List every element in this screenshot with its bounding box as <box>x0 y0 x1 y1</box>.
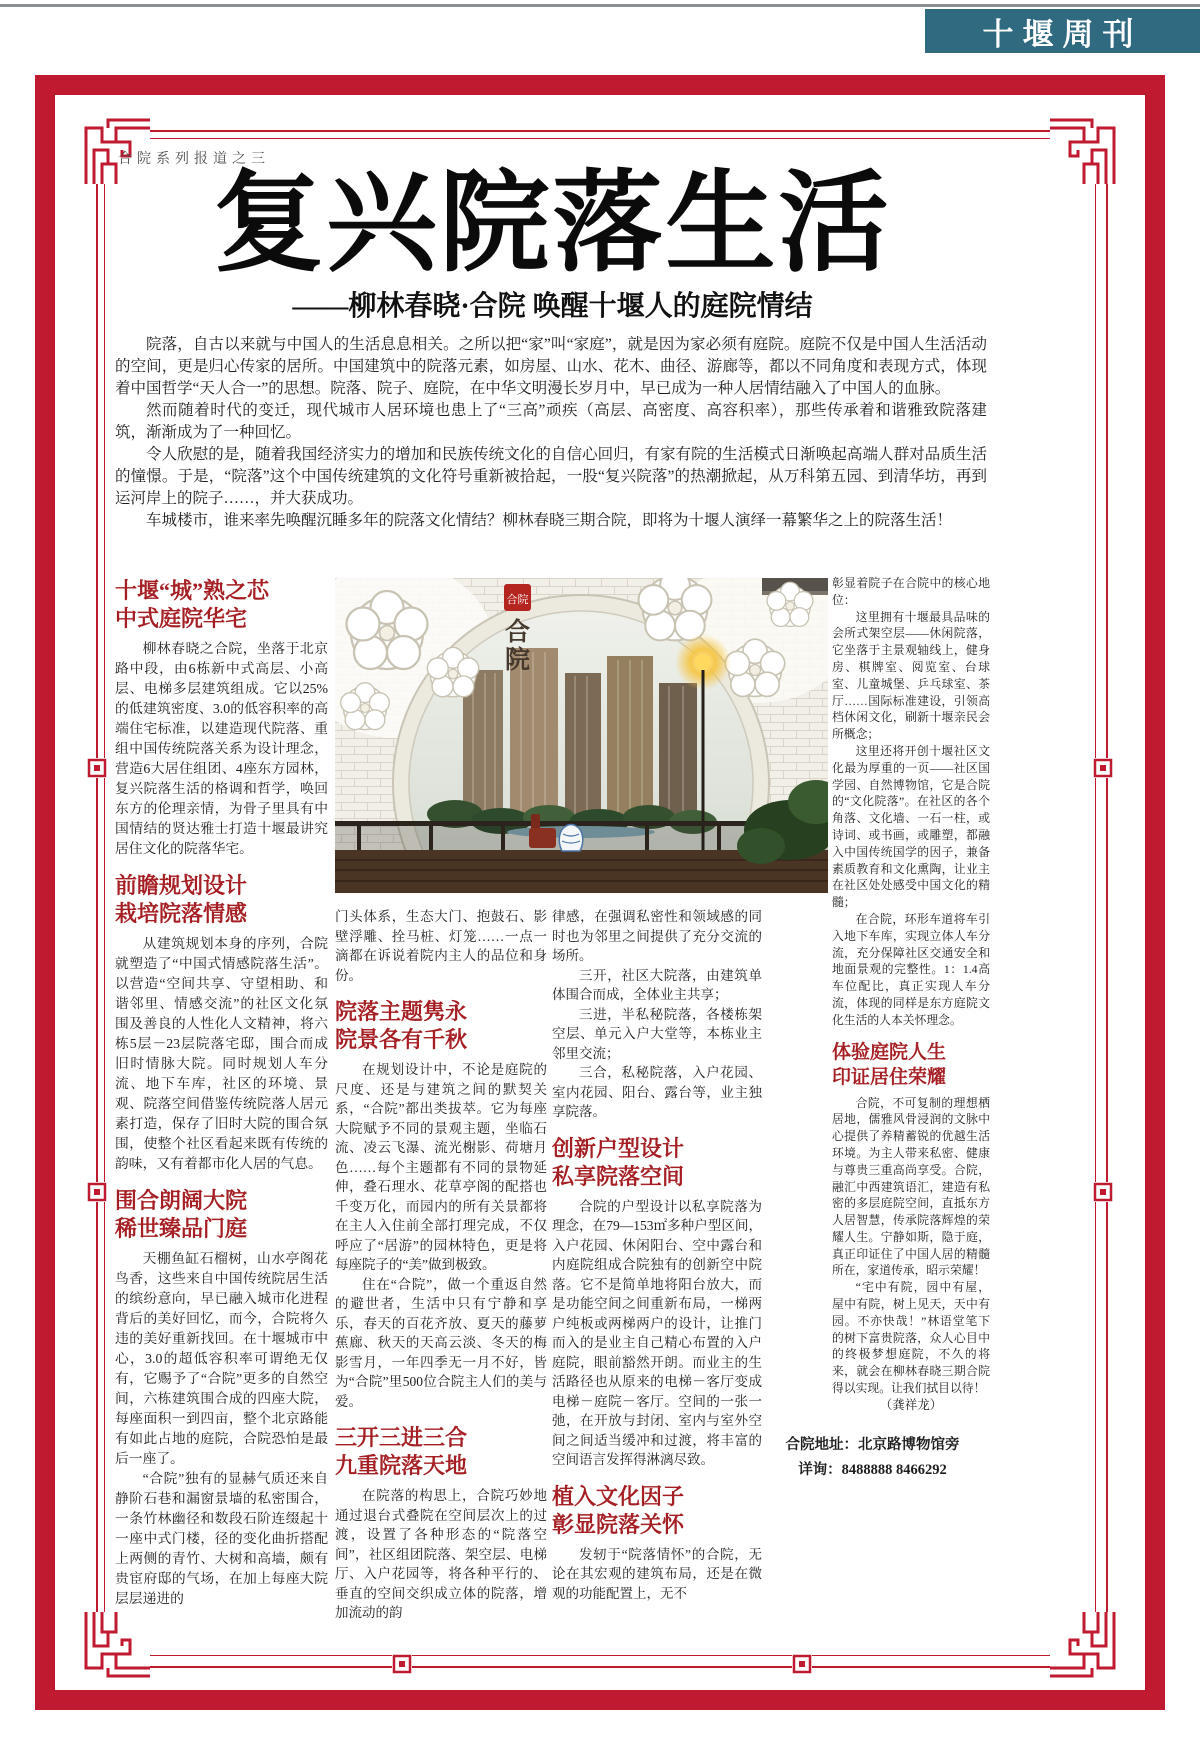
body-paragraph: 天棚鱼缸石榴树，山水亭阁花鸟香，这些来自中国传统院居生活的缤纷意向，早已融入城市化进程背后的美好回忆，而今，合院将久违的美好重新找回。在十堰城市中心，3.0的超低容积率可谓绝无仅有，它赐予了“合院”更多的自然空间，六栋建筑围合成的四座大院，每座面积一到四亩，整个北京路能有如此占地的庭院，合院恐怕是最后一座了。 <box>115 1251 328 1466</box>
section-heading: 体验庭院人生 印证居住荣耀 <box>832 1041 947 1088</box>
byline: （龚祥龙） <box>879 1397 943 1412</box>
intro-paragraph: 然而随着时代的变迁，现代城市人居环境也患上了“三高”顽疾（高层、高密度、高容积率），那些传承着和谐雅致院落建筑，渐渐成为了一种回忆。 <box>115 402 987 441</box>
article-body <box>115 575 990 1620</box>
body-paragraph: 住在“合院”，做一个重返自然的避世者，生活中只有宁静和享乐，春天的百花齐放、夏天的藤萝蕉廊、秋天的天高云淡、冬天的梅影雪月，一年四季无一月不好，皆为“合院”里500位合院主人们的美与爱。 <box>335 1276 547 1409</box>
section-heading: 三开三进三合 九重院落天地 <box>335 1425 468 1478</box>
meander-corner-icon <box>1050 1612 1122 1684</box>
body-paragraph: 三进，半私秘院落，各楼栋架空层、单元入户大堂等，本栋业主邻里交流； <box>552 1006 762 1061</box>
masthead-title: 十堰周刊 <box>982 16 1143 52</box>
body-paragraph: 律感，在强调私密性和领域感的同时也为邻里之间提供了充分交流的场所。 <box>552 909 762 963</box>
section-heading: 十堰“城”熟之芯 中式庭院华宅 <box>115 578 270 631</box>
contact-phone: 详询：8488888 8466292 <box>798 1462 947 1478</box>
top-rule <box>0 4 1200 7</box>
body-paragraph: 这里还将开创十堰社区文化最为厚重的一页——社区国学园、自然博物馆，它是合院的“文化院落”。在社区的各个角落、文化墙、一石一柱，或诗词、或书画，或雕塑，都融入中国传统国学的因子，兼备素质教育和文化熏陶，让业主在社区处处感受中国文化的精髓； <box>832 743 990 910</box>
body-paragraph: 在规划设计中，不论是庭院的尺度、还是与建筑之间的默契关系，“合院”都出类拔萃。它为每座大院赋予不同的景观主题，坐临石流、凌云飞瀑、流光榭影、荷塘月色……每个主题都有不同的景物延伸，叠石理水、花草亭阁的配搭也千变万化，而园内的所有关景都将在主人入住前全部打理完成，不仅呼应了“居游”的园林特色，更是将每座院子的“美”做到极致。 <box>335 1062 547 1272</box>
page-title: 复兴院落生活 <box>213 162 892 285</box>
frame-knot-icon <box>87 1182 107 1202</box>
body-paragraph: 在院落的构思上，合院巧妙地通过退台式叠院在空间层次上的过渡，设置了各种形态的“院落空间”，社区组团院落、架空层、电梯厅、入户花园等，将各种平行的、垂直的空间交织成立体的院落，增加流动的韵 <box>335 1488 547 1620</box>
frame-knot-icon <box>87 758 107 778</box>
body-paragraph: 在合院，环形车道将车引入地下车库，实现立体人车分流，充分保障社区交通安全和地面景观的完整性。1：1.4高车位配比，真正实现人车分流，体现的同样是东方庭院文化生活的人本关怀理念。 <box>832 911 990 1027</box>
column-4 <box>832 575 990 1414</box>
contact-address: 合院地址：北京路博物馆旁 <box>785 1437 960 1453</box>
body-paragraph: “宅中有院，园中有屋，屋中有院，树上见天，天中有园。不亦快哉！”林语堂笔下的树下富贵院落，众人心目中的终极梦想庭院，不久的将来，就会在柳林春晓三期合院得以实现。让我们拭目以待！ <box>832 1280 990 1396</box>
page-subtitle: ——柳林春晓·合院 唤醒十堰人的庭院情结 <box>292 291 813 322</box>
section-heading: 前瞻规划设计 栽培院落情感 <box>115 873 248 926</box>
body-paragraph: “合院”独有的显赫气质还来自静阶石巷和漏窗景墙的私密围合，一条竹林幽径和数段石阶连缀起十一座中式门楼，径的变化曲折搭配上两侧的青竹、大树和高墙，颇有贵宦府邸的气场，在加上每座大院层层递进的 <box>115 1471 328 1606</box>
body-paragraph: 三开，社区大院落，由建筑单体围合而成，全体业主共享； <box>552 967 762 1002</box>
section-heading: 植入文化因子 彰显院落关怀 <box>552 1483 685 1537</box>
column-1 <box>115 575 328 1609</box>
logo-char-2: 院 <box>504 647 531 674</box>
body-paragraph: 门头体系，生态大门、抱鼓石、影壁浮雕、拴马桩、灯笼……一点一滴都在诉说着院内主人的品位和身份。 <box>335 909 547 983</box>
intro-paragraph: 院落，自古以来就与中国人的生活息息相关。之所以把“家”叫“家庭”，就是因为家必须有庭院。庭院不仅是中国人生活活动的空间，更是归心传家的居所。中国建筑中的院落元素，如房屋、山水、花木、曲径、游廊等，都以不同角度和表现方式，体现着中国哲学“天人合一”的思想。院落、院子、庭院，在中华文明漫长岁月中，早已成为一种人居情结融入了中国人的血脉。 <box>115 336 987 397</box>
body-paragraph: 合院，不可复制的理想栖居地，儒雅风骨浸润的文脉中心提供了养精蓄锐的优越生活环境。为主人带来私密、健康与尊贵三重高尚享受。合院，融汇中西建筑语汇，建造有私密的多层庭院空间，直抵东方人居智慧，传承院落辉煌的荣耀人生。宁静如斯，隐于庭，真正印证住了中国人居的精髓所在，家道传承，昭示荣耀！ <box>832 1095 990 1278</box>
series-label: 合院系列报道之三 <box>118 152 270 167</box>
intro-block <box>115 334 987 532</box>
body-paragraph: 从建筑规划本身的序列，合院就塑造了“中国式情感院落生活”。以营造“空间共享、守望相助、和谐邻里、情感交流”的社区文化氛围及善良的人性化人文精神，将六栋5层－23层院落宅邸，围合而成旧时情脉大院。同时规划人车分流、地下车库，社区的环境、景观、院落空间借鉴传统院落人居元素打造，保存了旧时大院的围合氛围，使整个社区看起来既有传统的韵味，又有着都市化人居的气息。 <box>115 936 328 1171</box>
meander-corner-icon <box>1050 112 1122 184</box>
column-3 <box>552 907 762 1603</box>
body-paragraph: 三合，私秘院落，入户花园、室内花园、阳台、露台等，业主独享院落。 <box>552 1065 762 1119</box>
heyuan-logo <box>504 584 531 674</box>
contact-block <box>755 1433 990 1483</box>
frame-knot-icon <box>792 1654 812 1674</box>
body-paragraph: 发轫于“院落情怀”的合院，无论在其宏观的建筑布局，还是在微观的功能配置上，无不 <box>552 1546 762 1601</box>
frame-knot-icon <box>392 1654 412 1674</box>
frame-knot-icon <box>1093 758 1113 778</box>
section-heading: 围合朗阔大院 稀世臻品门庭 <box>115 1188 248 1241</box>
body-paragraph: 这里拥有十堰最具品味的会所式架空层——休闲院落，它坐落于主景观轴线上，健身房、棋牌室、阅览室、台球室、儿童城堡、乒乓球室、茶厅……国际标准建设，引领高档休闲文化，刷新十堰亲民会所概念； <box>832 609 990 742</box>
lamp-icon <box>695 654 711 670</box>
meander-corner-icon <box>78 1612 150 1684</box>
masthead <box>925 9 1200 53</box>
frame-knot-icon <box>1093 1182 1113 1202</box>
body-paragraph: 柳林春晓之合院，坐落于北京路中段，由6栋新中式高层、小高层、电梯多层建筑组成。它以25%的低建筑密度、3.0的低容积率的高端住宅标准，以建造现代院落、重组中国传统院落关系为设计理念，营造6大居住组团、4座东方园林，复兴院落生活的格调和哲学，唤回东方的伦理亲情，为骨子里具有中国情结的贤达雅士打造十堰最讲究居住文化的院落华宅。 <box>115 641 328 856</box>
body-paragraph: 彰显着院子在合院中的核心地位： <box>832 576 990 607</box>
section-heading: 院落主题隽永 院景各有千秋 <box>335 999 468 1052</box>
porcelain-jar <box>559 825 583 852</box>
intro-paragraph: 车城楼市，谁来率先唤醒沉睡多年的院落文化情结？柳林春晓三期合院，即将为十堰人演绎一幕繁华之上的院落生活！ <box>146 512 953 529</box>
logo-char-1: 合 <box>504 619 531 646</box>
moon-gate-illustration <box>335 578 828 893</box>
section-heading: 创新户型设计 私享院落空间 <box>552 1135 685 1189</box>
seal-text: 合院 <box>506 594 529 606</box>
body-paragraph: 合院的户型设计以私享院落为理念，在79—153㎡多种户型区间，入户花园、休闲阳台、空中露台和内庭院组成合院独有的创新空中院落。它不是简单地将阳台放大，而是功能空间之间重新布局，一梯两户纯板或两梯两户的设计，让推门而入的是业主自己精心布置的入户庭院，眼前豁然开朗。而业主的生活路径也从原来的电梯－客厅变成电梯－庭院－客厅。空间的一张一弛，在开放与封闭、室内与室外空间之间适当缓冲和过渡，将丰富的空间语言发挥得淋漓尽致。 <box>552 1198 762 1467</box>
intro-paragraph: 令人欣慰的是，随着我国经济实力的增加和民族传统文化的自信心回归，有家有院的生活模式日渐唤起高端人群对品质生活的憧憬。于是，“院落”这个中国传统建筑的文化符号重新被拾起，一股“复兴院落”的热潮掀起，从万科第五园、到清华坊，再到运河岸上的院子……，并大获成功。 <box>115 446 987 507</box>
column-2 <box>335 907 547 1623</box>
